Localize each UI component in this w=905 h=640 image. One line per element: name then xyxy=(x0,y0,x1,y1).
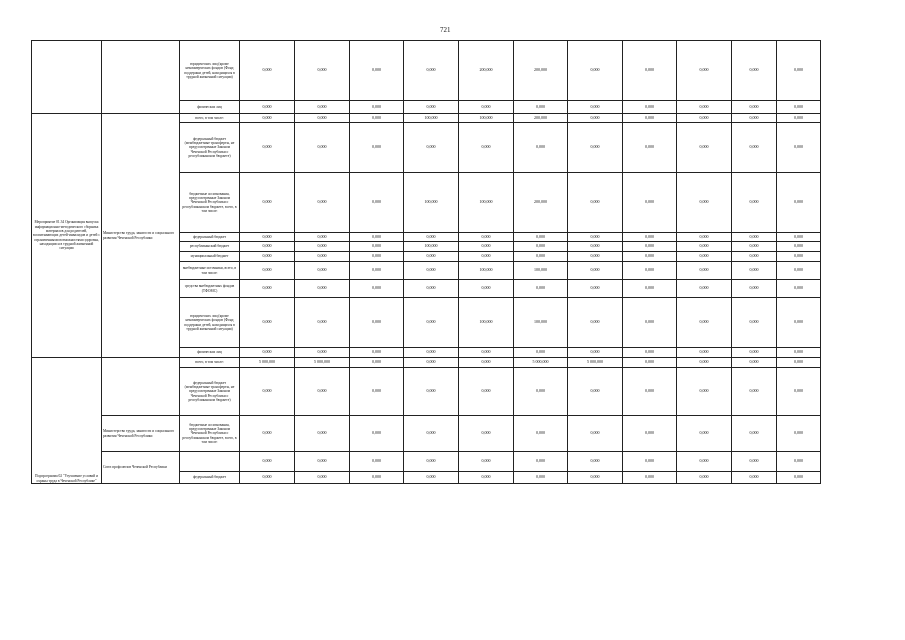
amount-cell: 0,000 xyxy=(732,348,777,358)
amount-cell: 0,000 xyxy=(732,114,777,123)
amount-cell: 0,000 xyxy=(459,242,514,252)
amount-cell: 0,000 xyxy=(240,123,295,173)
amount-cell: 0,000 xyxy=(777,114,821,123)
amount-cell: 0,000 xyxy=(732,41,777,101)
amount-cell: 100,000 xyxy=(514,262,568,280)
amount-cell: 0,000 xyxy=(568,252,623,262)
funding-source-label: бюджетные ассигнования, предусмотренные Законом Чеченской Республики о республиканском бюджете, всего, в том числе: xyxy=(180,173,240,233)
amount-cell: 0,000 xyxy=(459,233,514,242)
amount-cell: 0,000 xyxy=(295,114,350,123)
amount-cell: 0,000 xyxy=(459,280,514,298)
amount-cell: 0,000 xyxy=(240,252,295,262)
amount-cell: 0,000 xyxy=(514,348,568,358)
amount-cell: 0,000 xyxy=(350,280,404,298)
amount-cell: 100,000 xyxy=(459,262,514,280)
funding-source-label: всего, в том числе: xyxy=(180,358,240,368)
amount-cell: 0,000 xyxy=(350,101,404,114)
funding-source-label: бюджетные ассигнования, предусмотренные Законом Чеченской Республики о республиканском бюджете, всего, в том числе: xyxy=(180,416,240,452)
amount-cell: 100,000 xyxy=(459,173,514,233)
amount-cell: 0,000 xyxy=(732,452,777,472)
amount-cell: 0,000 xyxy=(295,416,350,452)
amount-cell: 0,000 xyxy=(568,368,623,416)
amount-cell: 0,000 xyxy=(568,173,623,233)
amount-cell: 0,000 xyxy=(295,41,350,101)
amount-cell: 0,000 xyxy=(404,280,459,298)
amount-cell: 0,000 xyxy=(240,114,295,123)
amount-cell: 0,000 xyxy=(350,452,404,472)
amount-cell: 200,000 xyxy=(514,41,568,101)
amount-cell: 0,000 xyxy=(677,358,732,368)
amount-cell: 0,000 xyxy=(623,252,677,262)
amount-cell: 0,000 xyxy=(404,358,459,368)
amount-cell: 100,000 xyxy=(459,298,514,348)
amount-cell: 0,000 xyxy=(568,262,623,280)
amount-cell: 0,000 xyxy=(677,472,732,484)
amount-cell: 0,000 xyxy=(568,472,623,484)
amount-cell: 0,000 xyxy=(514,101,568,114)
amount-cell: 0,000 xyxy=(732,416,777,452)
amount-cell: 0,000 xyxy=(240,472,295,484)
amount-cell: 0,000 xyxy=(568,452,623,472)
amount-cell: 0,000 xyxy=(459,368,514,416)
amount-cell: 0,000 xyxy=(404,452,459,472)
amount-cell: 0,000 xyxy=(350,233,404,242)
amount-cell: 0,000 xyxy=(568,233,623,242)
amount-cell: 0,000 xyxy=(623,262,677,280)
amount-cell: 5 000,000 xyxy=(514,358,568,368)
amount-cell: 0,000 xyxy=(677,101,732,114)
amount-cell: 0,000 xyxy=(732,262,777,280)
funding-source-label xyxy=(180,452,240,472)
amount-cell: 0,000 xyxy=(568,416,623,452)
amount-cell: 0,000 xyxy=(623,233,677,242)
amount-cell: 0,000 xyxy=(677,242,732,252)
amount-cell: 0,000 xyxy=(295,472,350,484)
amount-cell: 0,000 xyxy=(404,101,459,114)
amount-cell: 0,000 xyxy=(623,298,677,348)
amount-cell: 0,000 xyxy=(677,262,732,280)
amount-cell: 0,000 xyxy=(777,348,821,358)
amount-cell: 0,000 xyxy=(459,348,514,358)
amount-cell: 200,000 xyxy=(514,114,568,123)
amount-cell: 0,000 xyxy=(732,252,777,262)
amount-cell: 0,000 xyxy=(777,41,821,101)
funding-source-label: федеральный бюджет xyxy=(180,233,240,242)
amount-cell: 0,000 xyxy=(623,101,677,114)
amount-cell: 0,000 xyxy=(777,298,821,348)
amount-cell: 100,000 xyxy=(404,114,459,123)
amount-cell: 0,000 xyxy=(623,280,677,298)
amount-cell: 0,000 xyxy=(514,416,568,452)
amount-cell: 0,000 xyxy=(240,173,295,233)
amount-cell: 0,000 xyxy=(623,348,677,358)
amount-cell: 0,000 xyxy=(240,298,295,348)
amount-cell: 0,000 xyxy=(350,41,404,101)
funding-source-label: муниципальный бюджет xyxy=(180,252,240,262)
funding-source-label: республиканский бюджет xyxy=(180,242,240,252)
responsible-cell: Министерство труда, занятости и социального развития Чеченской Республики xyxy=(102,416,180,452)
amount-cell: 0,000 xyxy=(404,416,459,452)
amount-cell: 0,000 xyxy=(677,114,732,123)
amount-cell: 0,000 xyxy=(677,233,732,242)
amount-cell: 0,000 xyxy=(568,348,623,358)
responsible-cell xyxy=(102,41,180,114)
amount-cell: 0,000 xyxy=(240,101,295,114)
amount-cell: 0,000 xyxy=(514,233,568,242)
table-row xyxy=(32,114,821,123)
amount-cell: 0,000 xyxy=(777,173,821,233)
amount-cell: 0,000 xyxy=(404,41,459,101)
amount-cell: 0,000 xyxy=(350,114,404,123)
amount-cell: 0,000 xyxy=(623,41,677,101)
amount-cell: 0,000 xyxy=(732,233,777,242)
amount-cell: 0,000 xyxy=(677,280,732,298)
amount-cell: 0,000 xyxy=(404,472,459,484)
amount-cell: 0,000 xyxy=(623,358,677,368)
amount-cell: 0,000 xyxy=(240,262,295,280)
amount-cell: 0,000 xyxy=(350,416,404,452)
amount-cell: 0,000 xyxy=(350,173,404,233)
amount-cell: 100,000 xyxy=(514,298,568,348)
amount-cell: 0,000 xyxy=(623,114,677,123)
amount-cell: 0,000 xyxy=(404,252,459,262)
amount-cell: 0,000 xyxy=(295,123,350,173)
amount-cell: 0,000 xyxy=(777,252,821,262)
amount-cell: 0,000 xyxy=(459,101,514,114)
amount-cell: 0,000 xyxy=(623,173,677,233)
amount-cell: 0,000 xyxy=(732,358,777,368)
amount-cell: 100,000 xyxy=(404,242,459,252)
amount-cell: 0,000 xyxy=(568,242,623,252)
amount-cell: 0,000 xyxy=(623,123,677,173)
amount-cell: 0,000 xyxy=(623,472,677,484)
amount-cell: 0,000 xyxy=(732,368,777,416)
amount-cell: 0,000 xyxy=(295,348,350,358)
amount-cell: 0,000 xyxy=(295,298,350,348)
amount-cell: 0,000 xyxy=(777,368,821,416)
amount-cell: 0,000 xyxy=(459,358,514,368)
amount-cell: 0,000 xyxy=(404,123,459,173)
funding-source-label: юридических лиц (кроме некоммерческих фондов (Фонд поддержки детей, находящихся в трудной жизненной ситуации) xyxy=(180,298,240,348)
amount-cell: 0,000 xyxy=(514,452,568,472)
amount-cell: 5 000,000 xyxy=(568,358,623,368)
amount-cell: 0,000 xyxy=(404,262,459,280)
amount-cell: 0,000 xyxy=(623,452,677,472)
amount-cell: 0,000 xyxy=(568,298,623,348)
amount-cell: 0,000 xyxy=(514,368,568,416)
amount-cell: 0,000 xyxy=(732,472,777,484)
amount-cell: 0,000 xyxy=(677,298,732,348)
amount-cell: 0,000 xyxy=(777,358,821,368)
amount-cell: 0,000 xyxy=(295,233,350,242)
amount-cell: 0,000 xyxy=(623,242,677,252)
amount-cell: 0,000 xyxy=(240,416,295,452)
amount-cell: 0,000 xyxy=(350,242,404,252)
amount-cell: 0,000 xyxy=(350,123,404,173)
amount-cell: 200,000 xyxy=(514,173,568,233)
amount-cell: 0,000 xyxy=(404,368,459,416)
amount-cell: 0,000 xyxy=(350,348,404,358)
amount-cell: 5 000,000 xyxy=(295,358,350,368)
amount-cell: 0,000 xyxy=(514,252,568,262)
amount-cell: 0,000 xyxy=(240,233,295,242)
amount-cell: 0,000 xyxy=(732,298,777,348)
table-row xyxy=(32,452,821,472)
funding-source-label: федеральный бюджет (межбюджетные трансферты, не предусмотренные Законом Чеченской Республики о республиканском бюджете) xyxy=(180,368,240,416)
amount-cell: 0,000 xyxy=(677,416,732,452)
amount-cell: 0,000 xyxy=(350,472,404,484)
amount-cell: 0,000 xyxy=(514,472,568,484)
amount-cell: 0,000 xyxy=(295,101,350,114)
amount-cell: 0,000 xyxy=(732,280,777,298)
amount-cell: 5 000,000 xyxy=(240,358,295,368)
amount-cell: 0,000 xyxy=(777,123,821,173)
amount-cell: 0,000 xyxy=(677,368,732,416)
budget-table xyxy=(31,40,821,484)
amount-cell: 0,000 xyxy=(404,298,459,348)
amount-cell: 0,000 xyxy=(459,123,514,173)
amount-cell: 0,000 xyxy=(350,298,404,348)
funding-source-label: федеральный бюджет (межбюджетные трансферты, не предусмотренные Законом Чеченской Республики о республиканском бюджете) xyxy=(180,123,240,173)
amount-cell: 0,000 xyxy=(777,416,821,452)
responsible-cell: Союз профсоюзов Чеченской Республики xyxy=(102,452,180,484)
amount-cell: 0,000 xyxy=(777,452,821,472)
page-number: 721 xyxy=(440,26,451,34)
amount-cell: 0,000 xyxy=(295,252,350,262)
amount-cell: 0,000 xyxy=(404,348,459,358)
amount-cell: 0,000 xyxy=(568,41,623,101)
table-row xyxy=(32,358,821,368)
amount-cell: 0,000 xyxy=(777,101,821,114)
amount-cell: 0,000 xyxy=(240,368,295,416)
funding-source-label: федеральный бюджет xyxy=(180,472,240,484)
amount-cell: 0,000 xyxy=(350,368,404,416)
amount-cell: 0,000 xyxy=(459,252,514,262)
amount-cell: 0,000 xyxy=(240,280,295,298)
amount-cell: 0,000 xyxy=(404,233,459,242)
amount-cell: 0,000 xyxy=(240,348,295,358)
amount-cell: 0,000 xyxy=(732,173,777,233)
amount-cell: 0,000 xyxy=(514,242,568,252)
amount-cell: 0,000 xyxy=(295,173,350,233)
amount-cell: 0,000 xyxy=(677,252,732,262)
funding-source-label: средства внебюджетных фондов (ТФОМС) xyxy=(180,280,240,298)
funding-source-label: внебюджетные источники, всего, в том числе: xyxy=(180,262,240,280)
amount-cell: 0,000 xyxy=(295,368,350,416)
amount-cell: 0,000 xyxy=(350,358,404,368)
amount-cell: 100,000 xyxy=(459,114,514,123)
table-row xyxy=(32,41,821,101)
amount-cell: 0,000 xyxy=(568,280,623,298)
amount-cell: 0,000 xyxy=(350,262,404,280)
funding-source-label: юридических лиц (кроме некоммерческих фондов (Фонд поддержки детей, находящихся в трудной жизненной ситуации) xyxy=(180,41,240,101)
amount-cell: 0,000 xyxy=(677,452,732,472)
amount-cell: 0,000 xyxy=(677,123,732,173)
event-name-cell xyxy=(32,41,102,114)
amount-cell: 200,000 xyxy=(459,41,514,101)
amount-cell: 0,000 xyxy=(295,280,350,298)
amount-cell: 0,000 xyxy=(240,41,295,101)
amount-cell: 0,000 xyxy=(623,416,677,452)
amount-cell: 0,000 xyxy=(677,348,732,358)
event-name-cell: Мероприятие 01.34 Организация выпуска информационно-методического сборника материалов для родителей, воспитывающих детей-инвалидов и детей с ограниченными возможностями здоровья, находящихся в трудной жизненной ситуации xyxy=(32,114,102,358)
amount-cell: 0,000 xyxy=(350,252,404,262)
amount-cell: 0,000 xyxy=(568,114,623,123)
amount-cell: 0,000 xyxy=(459,472,514,484)
amount-cell: 0,000 xyxy=(295,242,350,252)
amount-cell: 0,000 xyxy=(459,416,514,452)
table-row xyxy=(32,416,821,452)
amount-cell: 0,000 xyxy=(514,123,568,173)
amount-cell: 0,000 xyxy=(295,452,350,472)
amount-cell: 100,000 xyxy=(404,173,459,233)
amount-cell: 0,000 xyxy=(777,280,821,298)
funding-source-label: физических лиц xyxy=(180,101,240,114)
amount-cell: 0,000 xyxy=(732,242,777,252)
amount-cell: 0,000 xyxy=(732,101,777,114)
funding-source-label: физических лиц xyxy=(180,348,240,358)
amount-cell: 0,000 xyxy=(568,123,623,173)
amount-cell: 0,000 xyxy=(514,280,568,298)
amount-cell: 0,000 xyxy=(777,262,821,280)
responsible-cell: Министерство труда, занятости и социального развития Чеченской Республики xyxy=(102,114,180,358)
amount-cell: 0,000 xyxy=(568,101,623,114)
amount-cell: 0,000 xyxy=(777,233,821,242)
event-name-cell: Подпрограмма 02 "Улучшение условий и охраны труда в Чеченской Республике" xyxy=(32,358,102,484)
amount-cell: 0,000 xyxy=(623,368,677,416)
responsible-cell xyxy=(102,358,180,416)
amount-cell: 0,000 xyxy=(677,41,732,101)
amount-cell: 0,000 xyxy=(777,472,821,484)
amount-cell: 0,000 xyxy=(459,452,514,472)
amount-cell: 0,000 xyxy=(777,242,821,252)
amount-cell: 0,000 xyxy=(732,123,777,173)
amount-cell: 0,000 xyxy=(240,242,295,252)
amount-cell: 0,000 xyxy=(295,262,350,280)
funding-source-label: всего, в том числе: xyxy=(180,114,240,123)
amount-cell: 0,000 xyxy=(677,173,732,233)
amount-cell: 0,000 xyxy=(240,452,295,472)
